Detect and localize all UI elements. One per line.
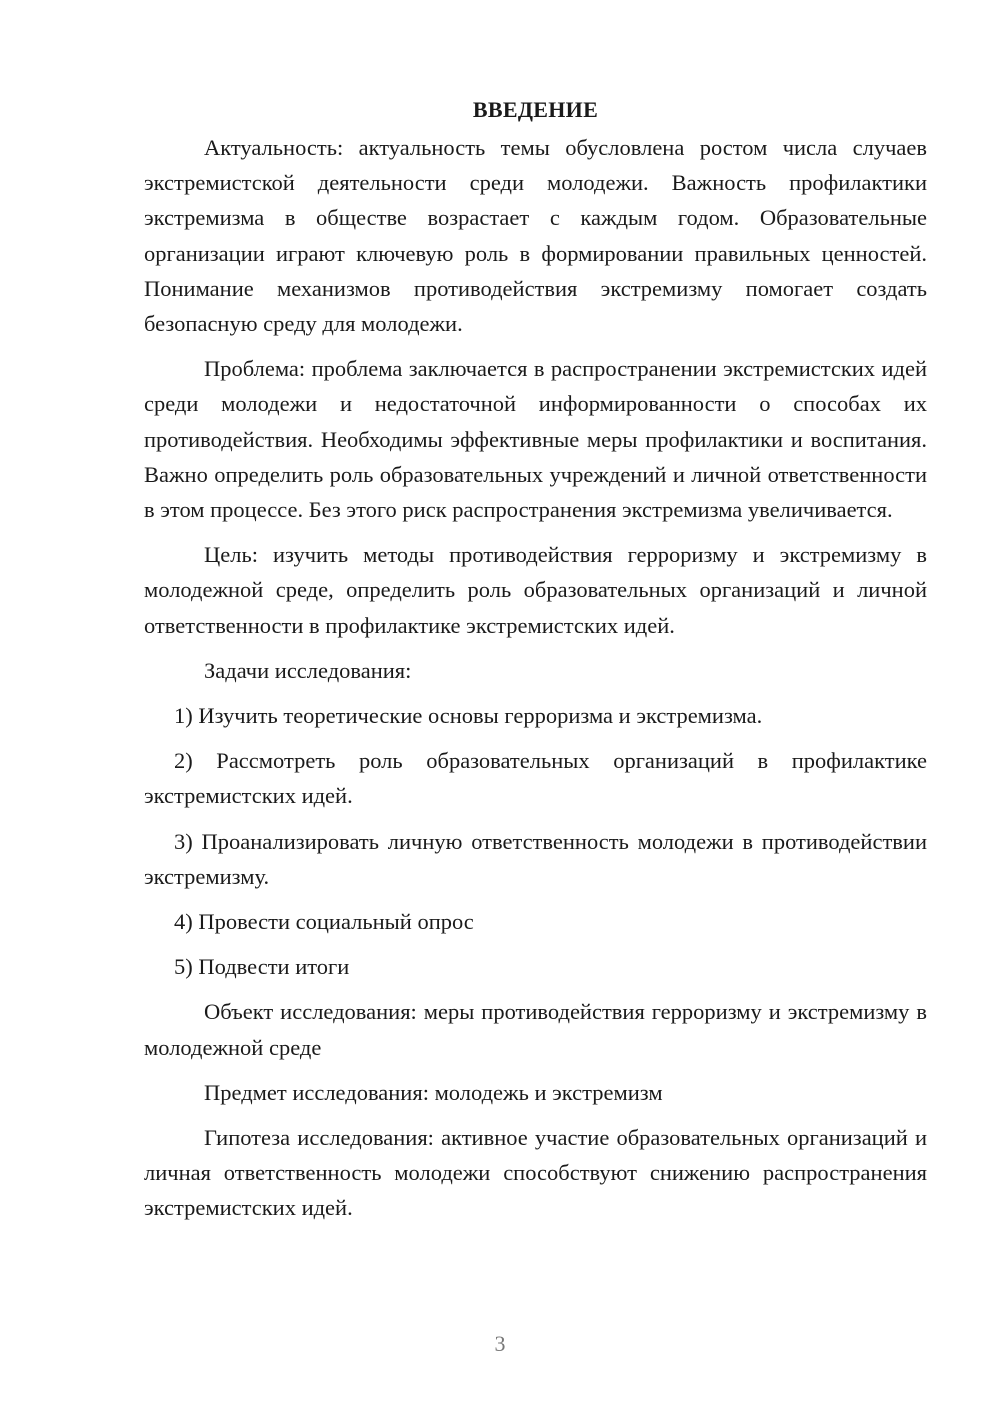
- page-number: 3: [494, 1331, 506, 1356]
- task-item: 4) Провести социальный опрос: [174, 909, 474, 935]
- task-item: 3) Проанализировать личную ответственность молодежи в противодействии экстремизму.: [144, 828, 927, 889]
- relevance-paragraph: Актуальность: актуальность темы обусловлена ростом числа случаев экстремистской деятельности среди молодежи. Важность профилактики экстремизма в обществе возрастает с каждым годом. Образовательные организации играют ключевую роль в формировании правильных ценностей. Понимание механизмов противодействия экстремизму помогает создать безопасную среду для молодежи.: [144, 135, 927, 337]
- tasks-heading: Задачи исследования:: [204, 657, 412, 683]
- page-title: ВВЕДЕНИЕ: [472, 97, 599, 122]
- object-paragraph: Объект исследования: меры противодействия герроризму и экстремизму в молодежной среде: [144, 999, 927, 1060]
- goal-paragraph: Цель: изучить методы противодействия герроризму и экстремизму в молодежной среде, определить роль образовательных организаций и личной ответственности в профилактике экстремистских идей.: [144, 542, 927, 638]
- document-page: [144, 92, 927, 1236]
- problem-paragraph: Проблема: проблема заключается в распространении экстремистских идей среди молодежи и недостаточной информированности о способах их противодействия. Необходимы эффективные меры профилактики и воспитания. Важно определить роль образовательных учреждений и личной ответственности в этом процессе. Без этого риск распространения экстремизма увеличивается.: [144, 356, 927, 523]
- task-item: 5) Подвести итоги: [174, 954, 350, 980]
- task-item: 2) Рассмотреть роль образовательных организаций в профилактике экстремистских идей.: [144, 748, 927, 809]
- hypothesis-paragraph: Гипотеза исследования: активное участие образовательных организаций и личная ответственность молодежи способствуют снижению распространения экстремистских идей.: [144, 1125, 927, 1221]
- subject-paragraph: Предмет исследования: молодежь и экстремизм: [204, 1079, 663, 1105]
- task-item: 1) Изучить теоретические основы герроризма и экстремизма.: [174, 703, 763, 729]
